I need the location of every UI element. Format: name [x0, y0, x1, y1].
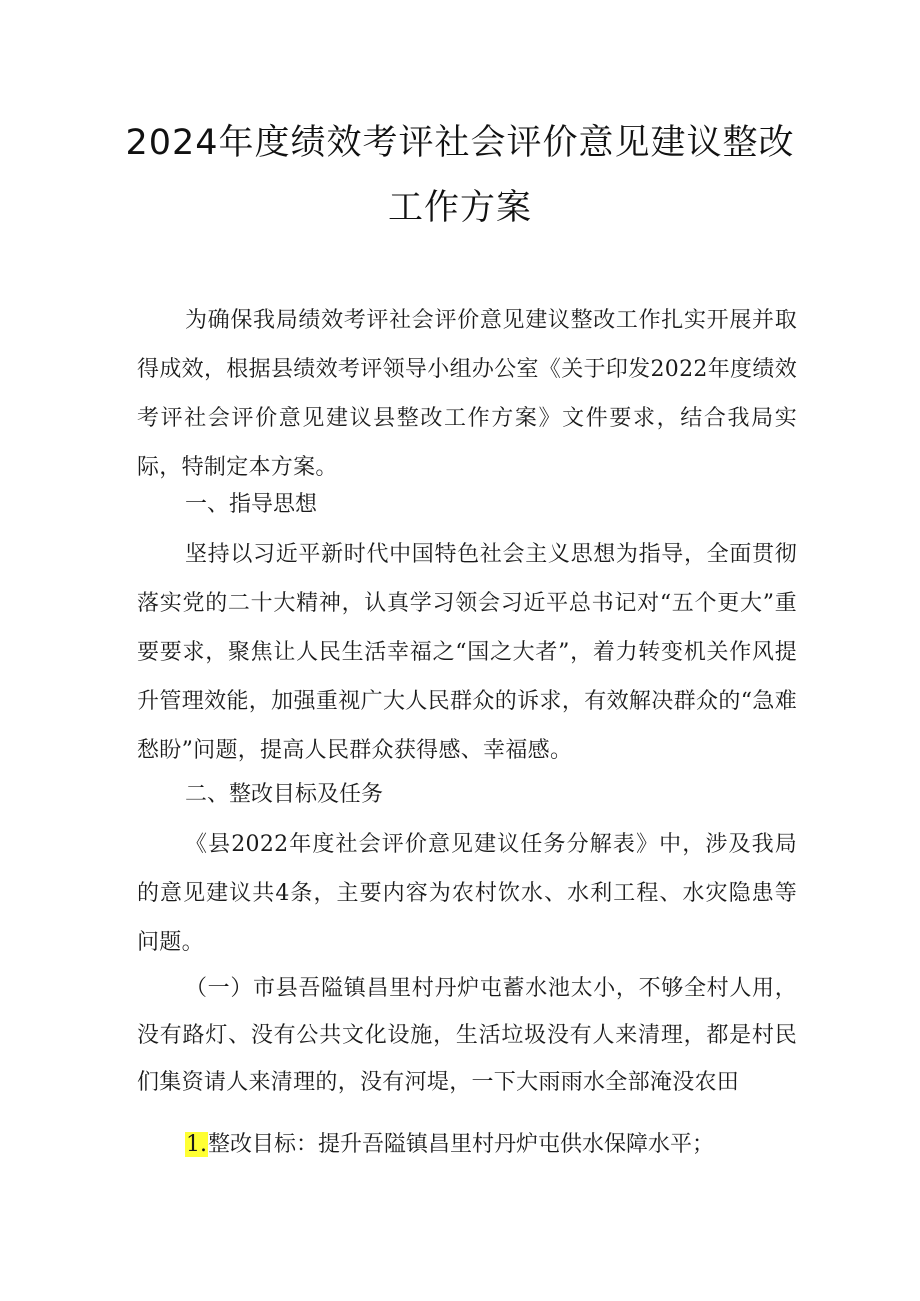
- document-title-line-2: 工作方案: [387, 188, 532, 228]
- intro-paragraph: 为确保我局绩效考评社会评价意见建议整改工作扎实开展并取得成效，根据县绩效考评领导小组办公室《关于印发2022年度绩效考评社会评价意见建议县整改工作方案》文件要求，结合我局实际，特制定本方案。: [137, 308, 797, 480]
- subsection-1-body: （一）市县吾隘镇昌里村丹炉屯蓄水池太小，不够全村人用，没有路灯、没有公共文化设施，生活垃圾没有人来清理，都是村民们集资请人来清理的，没有河堤，一下大雨雨水全部淹没农田: [137, 976, 797, 1095]
- item-1-number-highlight: 1.: [186, 1132, 207, 1157]
- section-2-heading: 二、整改目标及任务: [185, 782, 384, 807]
- section-1-body: 坚持以习近平新时代中国特色社会主义思想为指导，全面贯彻落实党的二十大精神，认真学习领会习近平总书记对“五个更大”重要要求，聚焦让人民生活幸福之“国之大者”，着力转变机关作风提升管理效能，加强重视广大人民群众的诉求，有效解决群众的“急难愁盼”问题，提高人民群众获得感、幸福感。: [137, 542, 797, 763]
- section-2-body: 《县2022年度社会评价意见建议任务分解表》中，涉及我局的意见建议共4条，主要内容为农村饮水、水利工程、水灾隐患等问题。: [137, 832, 797, 955]
- item-1-text: 整改目标：提升吾隘镇昌里村丹炉屯供水保障水平；: [208, 1132, 715, 1157]
- section-1-heading: 一、指导思想: [185, 492, 318, 517]
- item-1: [185, 1128, 714, 1162]
- document-title-line-1: 2024年度绩效考评社会评价意见建议整改: [125, 123, 795, 163]
